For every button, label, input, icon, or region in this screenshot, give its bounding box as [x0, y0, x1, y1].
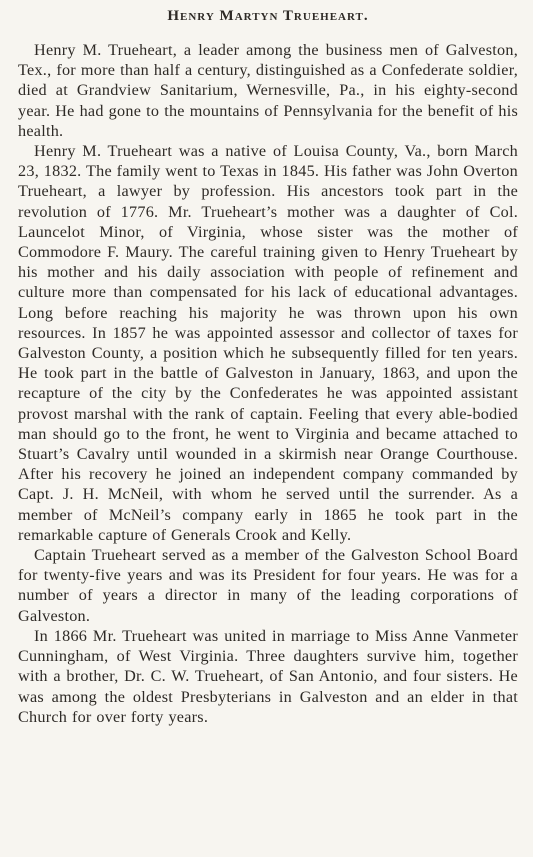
- article-body: [18, 40, 518, 727]
- paragraph-4: In 1866 Mr. Trueheart was united in marriage to Miss Anne Vanmeter Cunningham, of West Virginia. Three daughters survive him, together with a brother, Dr. C. W. Trueheart, of San Antonio, and four sisters. He was among the oldest Presbyterians in Galveston and an elder in that Church for over forty years.: [18, 626, 518, 726]
- paragraph-3: Captain Trueheart served as a member of the Galveston School Board for twenty-five years and was its President for four years. He was for a number of years a director in many of the leading corporations of Galveston.: [18, 546, 518, 625]
- page-title: Henry Martyn Trueheart.: [167, 8, 369, 24]
- paragraph-1: Henry M. Trueheart, a leader among the business men of Galveston, Tex., for more than half a century, distinguished as a Confederate soldier, died at Grandview Sanitarium, Wernesville, Pa., in his eighty-second year. He had gone to the mountains of Pennsylvania for the benefit of his health.: [18, 41, 518, 140]
- paragraph-2: Henry M. Trueheart was a native of Louisa County, Va., born March 23, 1832. The family went to Texas in 1845. His father was John Overton Trueheart, a lawyer by profession. His ancestors took part in the revolution of 1776. Mr. Trueheart’s mother was a daughter of Col. Launcelot Minor, of Virginia, whose sister was the mother of Commodore F. Maury. The careful training given to Henry Trueheart by his mother and his daily association with people of refinement and culture more than compensated for his lack of educational advantages. Long before reaching his majority he was thrown upon his own resources. In 1857 he was appointed assessor and collector of taxes for Galveston County, a position which he subsequently filled for ten years. He took part in the battle of Galveston in January, 1863, and upon the recapture of the city by the Confederates he was appointed assistant provost marshal with the rank of captain. Feeling that every able-bodied man should go to the front, he went to Virginia and became attached to Stuart’s Cavalry until wounded in a skirmish near Orange Courthouse. After his recovery he joined an independent company commanded by Capt. J. H. McNeil, with whom he served until the surrender. As a member of McNeil’s company early in 1865 he took part in the remarkable capture of Generals Crook and Kelly.: [18, 142, 518, 544]
